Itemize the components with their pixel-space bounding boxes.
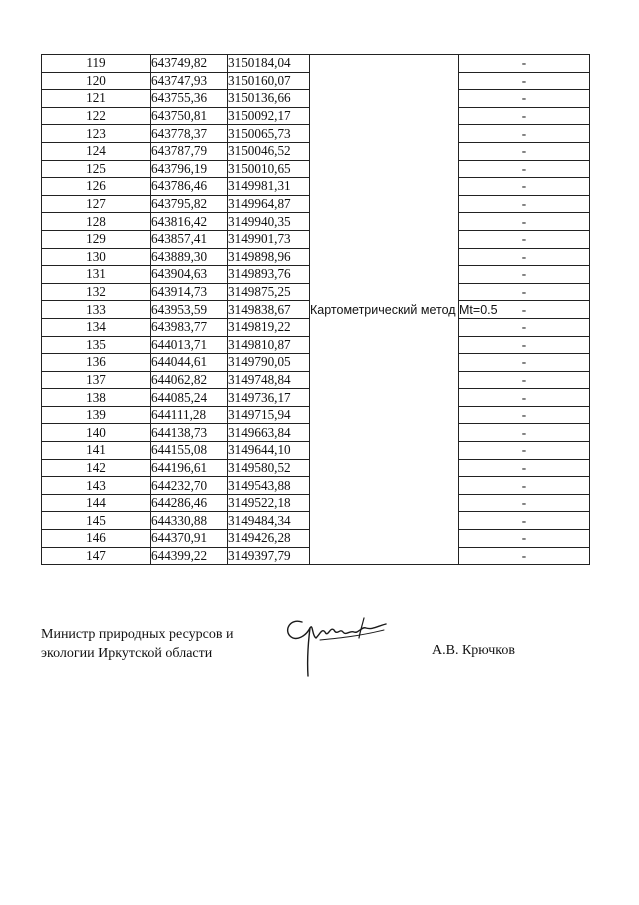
point-number-cell: 139 xyxy=(42,406,151,424)
x-coordinate-cell: 644399,22 xyxy=(151,547,228,565)
x-coordinate-cell: 643778,37 xyxy=(151,125,228,143)
x-coordinate-cell: 644232,70 xyxy=(151,477,228,495)
x-coordinate-cell: 644330,88 xyxy=(151,512,228,530)
note-cell: - xyxy=(459,90,590,108)
note-cell: - xyxy=(459,107,590,125)
point-number-cell: 143 xyxy=(42,477,151,495)
note-cell: - xyxy=(459,442,590,460)
point-number-cell: 133 xyxy=(42,301,151,319)
y-coordinate-cell: 3149580,52 xyxy=(228,459,310,477)
x-coordinate-cell: 643750,81 xyxy=(151,107,228,125)
note-cell: - xyxy=(459,389,590,407)
point-number-cell: 129 xyxy=(42,230,151,248)
y-coordinate-cell: 3149790,05 xyxy=(228,354,310,372)
note-cell: - xyxy=(459,142,590,160)
x-coordinate-cell: 643755,36 xyxy=(151,90,228,108)
x-coordinate-cell: 644196,61 xyxy=(151,459,228,477)
point-number-cell: 120 xyxy=(42,72,151,90)
note-cell: - xyxy=(459,354,590,372)
point-number-cell: 140 xyxy=(42,424,151,442)
y-coordinate-cell: 3149397,79 xyxy=(228,547,310,565)
point-number-cell: 137 xyxy=(42,371,151,389)
note-cell: - xyxy=(459,406,590,424)
x-coordinate-cell: 643749,82 xyxy=(151,55,228,73)
note-cell: - xyxy=(459,230,590,248)
x-coordinate-cell: 643914,73 xyxy=(151,283,228,301)
x-coordinate-cell: 643796,19 xyxy=(151,160,228,178)
note-cell: - xyxy=(459,160,590,178)
y-coordinate-cell: 3149748,84 xyxy=(228,371,310,389)
x-coordinate-cell: 644085,24 xyxy=(151,389,228,407)
y-coordinate-cell: 3149736,17 xyxy=(228,389,310,407)
note-cell: - xyxy=(459,459,590,477)
note-cell: - xyxy=(459,424,590,442)
y-coordinate-cell: 3150160,07 xyxy=(228,72,310,90)
x-coordinate-cell: 644013,71 xyxy=(151,336,228,354)
signatory-name: А.В. Крючков xyxy=(432,643,515,658)
y-coordinate-cell: 3150092,17 xyxy=(228,107,310,125)
note-cell: - xyxy=(459,55,590,73)
y-coordinate-cell: 3149901,73 xyxy=(228,230,310,248)
signatory-position-line2: экологии Иркутской области xyxy=(41,646,213,661)
y-coordinate-cell: 3149426,28 xyxy=(228,530,310,548)
point-number-cell: 138 xyxy=(42,389,151,407)
note-cell: - xyxy=(459,266,590,284)
y-coordinate-cell: 3149940,35 xyxy=(228,213,310,231)
note-cell: - xyxy=(459,301,590,319)
y-coordinate-cell: 3149875,25 xyxy=(228,283,310,301)
note-cell: - xyxy=(459,283,590,301)
y-coordinate-cell: 3149522,18 xyxy=(228,494,310,512)
x-coordinate-cell: 644111,28 xyxy=(151,406,228,424)
x-coordinate-cell: 644044,61 xyxy=(151,354,228,372)
x-coordinate-cell: 644370,91 xyxy=(151,530,228,548)
x-coordinate-cell: 643787,79 xyxy=(151,142,228,160)
point-number-cell: 131 xyxy=(42,266,151,284)
point-number-cell: 119 xyxy=(42,55,151,73)
x-coordinate-cell: 643857,41 xyxy=(151,230,228,248)
y-coordinate-cell: 3149981,31 xyxy=(228,178,310,196)
point-number-cell: 141 xyxy=(42,442,151,460)
x-coordinate-cell: 643747,93 xyxy=(151,72,228,90)
x-coordinate-cell: 643795,82 xyxy=(151,195,228,213)
point-number-cell: 142 xyxy=(42,459,151,477)
x-coordinate-cell: 643904,63 xyxy=(151,266,228,284)
coordinates-table-body xyxy=(42,55,590,565)
y-coordinate-cell: 3150065,73 xyxy=(228,125,310,143)
point-number-cell: 134 xyxy=(42,318,151,336)
y-coordinate-cell: 3150046,52 xyxy=(228,142,310,160)
x-coordinate-cell: 643953,59 xyxy=(151,301,228,319)
note-cell: - xyxy=(459,318,590,336)
method-cell: Картометрический метод Mt=0.5 xyxy=(310,55,459,565)
y-coordinate-cell: 3149838,67 xyxy=(228,301,310,319)
y-coordinate-cell: 3149644,10 xyxy=(228,442,310,460)
note-cell: - xyxy=(459,213,590,231)
point-number-cell: 121 xyxy=(42,90,151,108)
point-number-cell: 126 xyxy=(42,178,151,196)
y-coordinate-cell: 3149715,94 xyxy=(228,406,310,424)
y-coordinate-cell: 3150184,04 xyxy=(228,55,310,73)
note-cell: - xyxy=(459,336,590,354)
point-number-cell: 144 xyxy=(42,494,151,512)
y-coordinate-cell: 3149484,34 xyxy=(228,512,310,530)
x-coordinate-cell: 644155,08 xyxy=(151,442,228,460)
note-cell: - xyxy=(459,72,590,90)
note-cell: - xyxy=(459,125,590,143)
table-row xyxy=(42,55,590,73)
note-cell: - xyxy=(459,494,590,512)
handwritten-signature xyxy=(280,608,395,680)
coordinates-table xyxy=(41,54,590,565)
point-number-cell: 146 xyxy=(42,530,151,548)
y-coordinate-cell: 3150136,66 xyxy=(228,90,310,108)
point-number-cell: 124 xyxy=(42,142,151,160)
y-coordinate-cell: 3149663,84 xyxy=(228,424,310,442)
point-number-cell: 125 xyxy=(42,160,151,178)
y-coordinate-cell: 3149893,76 xyxy=(228,266,310,284)
x-coordinate-cell: 644138,73 xyxy=(151,424,228,442)
y-coordinate-cell: 3149898,96 xyxy=(228,248,310,266)
point-number-cell: 128 xyxy=(42,213,151,231)
point-number-cell: 132 xyxy=(42,283,151,301)
y-coordinate-cell: 3149543,88 xyxy=(228,477,310,495)
point-number-cell: 135 xyxy=(42,336,151,354)
x-coordinate-cell: 644062,82 xyxy=(151,371,228,389)
y-coordinate-cell: 3149964,87 xyxy=(228,195,310,213)
x-coordinate-cell: 643786,46 xyxy=(151,178,228,196)
note-cell: - xyxy=(459,371,590,389)
note-cell: - xyxy=(459,547,590,565)
y-coordinate-cell: 3150010,65 xyxy=(228,160,310,178)
y-coordinate-cell: 3149810,87 xyxy=(228,336,310,354)
signatory-position xyxy=(41,625,233,663)
x-coordinate-cell: 643816,42 xyxy=(151,213,228,231)
point-number-cell: 147 xyxy=(42,547,151,565)
x-coordinate-cell: 644286,46 xyxy=(151,494,228,512)
note-cell: - xyxy=(459,530,590,548)
note-cell: - xyxy=(459,477,590,495)
note-cell: - xyxy=(459,512,590,530)
note-cell: - xyxy=(459,195,590,213)
x-coordinate-cell: 643983,77 xyxy=(151,318,228,336)
note-cell: - xyxy=(459,178,590,196)
point-number-cell: 136 xyxy=(42,354,151,372)
point-number-cell: 127 xyxy=(42,195,151,213)
note-cell: - xyxy=(459,248,590,266)
y-coordinate-cell: 3149819,22 xyxy=(228,318,310,336)
point-number-cell: 145 xyxy=(42,512,151,530)
point-number-cell: 122 xyxy=(42,107,151,125)
point-number-cell: 130 xyxy=(42,248,151,266)
x-coordinate-cell: 643889,30 xyxy=(151,248,228,266)
signatory-position-line1: Министр природных ресурсов и xyxy=(41,627,234,642)
point-number-cell: 123 xyxy=(42,125,151,143)
